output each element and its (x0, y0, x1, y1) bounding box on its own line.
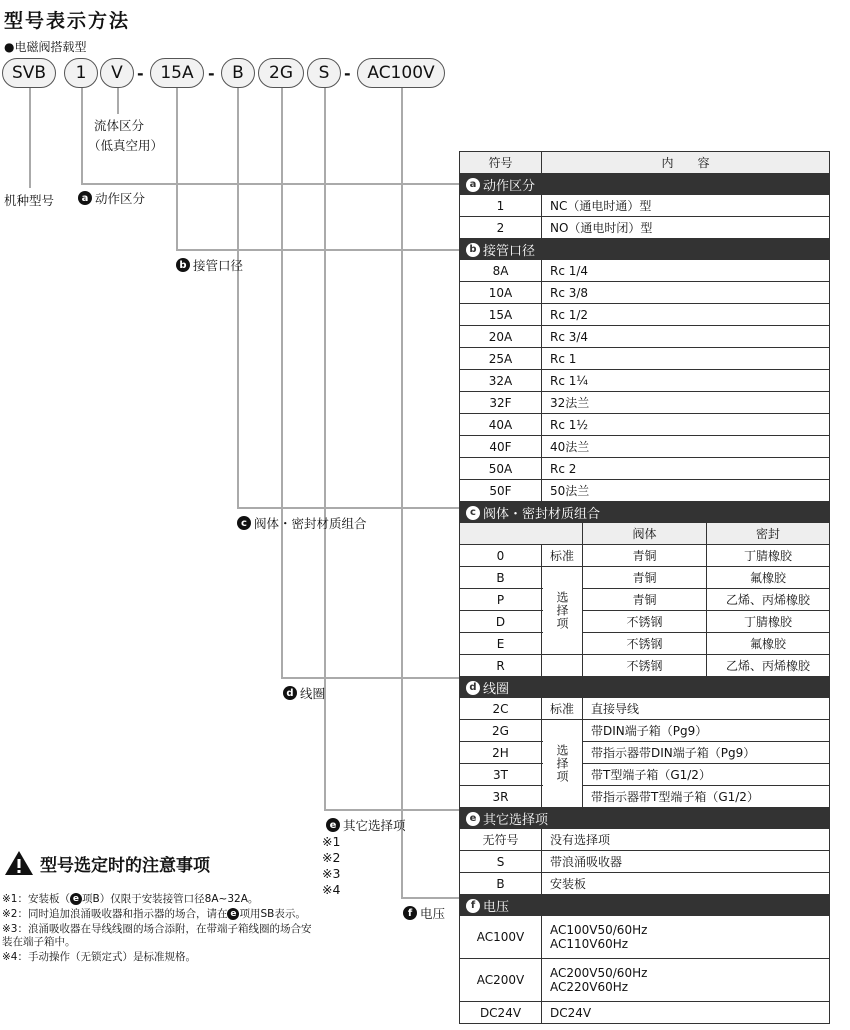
row-code: 2 (460, 217, 542, 238)
f-icon: f (466, 899, 480, 913)
row-code: 2G (460, 720, 542, 741)
row-code: DC24V (460, 1002, 542, 1023)
row-content: Rc 1½ (550, 417, 589, 432)
table-row (460, 567, 829, 589)
e-icon: e (326, 818, 340, 832)
table-row (460, 851, 829, 873)
spec-table (459, 151, 830, 1024)
label-f: f 电压 (403, 904, 445, 922)
table-row (460, 392, 829, 414)
col-body: 阀体 (583, 523, 707, 544)
caution-heading (4, 850, 210, 876)
row-body: 不锈钢 (583, 611, 707, 632)
model-part-coil: 2G (258, 58, 304, 88)
col-seal: 密封 (755, 527, 780, 541)
subtitle: ●电磁阀搭载型 (4, 40, 87, 54)
row-seal: 氟橡胶 (749, 637, 786, 651)
guide-line (81, 88, 83, 184)
voltage-line: AC220V60Hz (550, 980, 629, 994)
guide-line (117, 88, 119, 114)
row-content: 直接导线 (591, 702, 640, 716)
row-content: 带T型端子箱（G1/2） (591, 768, 711, 782)
row-content: Rc 3/4 (550, 329, 589, 344)
d-icon: d (466, 681, 480, 695)
row-code: D (460, 611, 542, 632)
row-body: 不锈钢 (583, 655, 707, 676)
selection-label: 选择项 (543, 720, 583, 807)
label-a: a 动作区分 (78, 189, 145, 207)
voltage-line: AC110V60Hz (550, 937, 629, 951)
d-icon: d (283, 686, 297, 700)
row-content: 带指示器带T型端子箱（G1/2） (591, 790, 759, 804)
row-content: Rc 1/4 (550, 263, 589, 278)
row-code: 50F (460, 480, 542, 501)
section-c-subhead (460, 523, 829, 545)
row-seal: 乙烯、丙烯橡胶 (725, 659, 810, 673)
fluid-label-sub: （低真空用） (88, 138, 164, 153)
row-code: 32A (460, 370, 542, 391)
table-row (460, 720, 829, 742)
c-icon: c (466, 506, 480, 520)
row-code: 25A (460, 348, 542, 369)
c-icon: c (237, 516, 251, 530)
note-4: ※4：手动操作（无锁定式）是标准规格。 (2, 951, 196, 963)
a-icon: a (466, 178, 480, 192)
table-row (460, 764, 829, 786)
row-code: 3T (460, 764, 542, 785)
label-e: e 其它选择项 (326, 816, 406, 834)
guide-line (29, 88, 31, 188)
row-content: NC（通电时通）型 (550, 199, 652, 213)
head-content: 内 容 (661, 156, 710, 170)
row-content (542, 1002, 829, 1023)
note-2: ※2：同时追加浪涌吸收器和指示器的场合，请在 e 项用SB表示。 (2, 908, 306, 920)
table-row (460, 458, 829, 480)
table-row (460, 742, 829, 764)
section-c-header: c 阀体・密封材质组合 (460, 502, 829, 523)
guide-line (237, 88, 239, 508)
e-icon: e (227, 908, 239, 920)
row-content (542, 959, 829, 1001)
voltage-line: DC24V (550, 1005, 592, 1020)
table-row (460, 480, 829, 502)
warning-icon (4, 850, 34, 876)
row-code: S (460, 851, 542, 872)
row-content: 50法兰 (550, 484, 590, 498)
separator: - (208, 64, 215, 83)
table-row (460, 786, 829, 808)
row-code: AC100V (460, 916, 542, 958)
page-title: 型号表示方法 (4, 10, 131, 32)
row-code: 32F (460, 392, 542, 413)
table-head-row (460, 152, 829, 174)
label-d: d 线圈 (283, 684, 325, 702)
model-part-series: SVB (2, 58, 56, 88)
row-code: 20A (460, 326, 542, 347)
table-row (460, 829, 829, 851)
head-code: 符号 (460, 152, 542, 173)
table-row (460, 436, 829, 458)
row-code: B (460, 567, 542, 588)
guide-line (237, 507, 459, 509)
a-icon: a (78, 191, 92, 205)
table-row (460, 282, 829, 304)
section-a-header: a 动作区分 (460, 174, 829, 195)
row-seal: 丁腈橡胶 (743, 615, 792, 629)
section-b-header: b 接管口径 (460, 239, 829, 260)
caution-title: 型号选定时的注意事项 (40, 855, 210, 876)
row-content: 带浪涌吸收器 (550, 855, 623, 869)
row-content: 32法兰 (550, 396, 590, 410)
guide-line (324, 809, 459, 811)
row-group-cell (542, 655, 583, 676)
option-mark: ※3 (322, 866, 341, 881)
table-row (460, 959, 829, 1002)
guide-line (176, 249, 459, 251)
row-code: 3R (460, 786, 542, 807)
row-body: 青铜 (583, 545, 707, 566)
row-code: 2C (460, 698, 542, 719)
model-part-voltage: AC100V (357, 58, 445, 88)
voltage-line: AC200V50/60Hz (550, 966, 648, 980)
table-row (460, 217, 829, 239)
option-mark: ※4 (322, 882, 341, 897)
guide-line (401, 897, 459, 899)
row-code: 无符号 (460, 829, 542, 850)
table-row (460, 326, 829, 348)
row-code: AC200V (460, 959, 542, 1001)
notes (2, 893, 320, 964)
table-row (460, 589, 829, 611)
note-3: ※3：浪涌吸收器在导线线圈的场合添附，在带端子箱线圈的场合安装在端子箱中。 (2, 923, 312, 948)
table-row (460, 304, 829, 326)
row-content: NO（通电时闭）型 (550, 221, 653, 235)
table-row (460, 348, 829, 370)
section-d-header: d 线圈 (460, 677, 829, 698)
f-icon: f (403, 906, 417, 920)
row-code: 40F (460, 436, 542, 457)
b-icon: b (176, 258, 190, 272)
row-seal: 丁腈橡胶 (743, 549, 792, 563)
note-1: ※1：安装板（ e 项B）仅限于安装接管口径8A~32A。 (2, 893, 259, 905)
selection-label: 选择项 (543, 567, 583, 654)
row-content: Rc 1¼ (550, 373, 589, 388)
model-part-fluid: V (100, 58, 134, 88)
model-type-label: 机种型号 (4, 193, 55, 208)
row-content (542, 916, 829, 958)
label-c: c 阀体・密封材质组合 (237, 514, 367, 532)
table-row (460, 370, 829, 392)
table-row (460, 916, 829, 959)
row-code: 10A (460, 282, 542, 303)
table-row (460, 873, 829, 895)
section-e-header: e 其它选择项 (460, 808, 829, 829)
separator: - (137, 64, 144, 83)
b-icon: b (466, 243, 480, 257)
table-row (460, 611, 829, 633)
row-code: 50A (460, 458, 542, 479)
row-content: 带DIN端子箱（Pg9） (591, 724, 708, 738)
row-code: 40A (460, 414, 542, 435)
row-code: 1 (460, 195, 542, 216)
row-code: P (460, 589, 542, 610)
row-group-cell: 标准 (542, 698, 583, 719)
table-row (460, 260, 829, 282)
row-content: 40法兰 (550, 440, 590, 454)
option-mark: ※1 (322, 834, 341, 849)
row-seal: 乙烯、丙烯橡胶 (725, 593, 810, 607)
guide-line (281, 677, 459, 679)
row-content: 安装板 (550, 877, 587, 891)
model-part-option: S (307, 58, 341, 88)
fluid-label: 流体区分 (94, 118, 145, 133)
row-content: 没有选择项 (550, 833, 611, 847)
row-code: R (460, 655, 542, 676)
model-part-action: 1 (64, 58, 98, 88)
e-icon: e (70, 893, 82, 905)
row-code: E (460, 633, 542, 654)
label-b: b 接管口径 (176, 256, 243, 274)
row-code: 15A (460, 304, 542, 325)
row-code: 0 (460, 545, 542, 566)
row-content: Rc 3/8 (550, 285, 589, 300)
model-part-port: 15A (150, 58, 204, 88)
table-row (460, 414, 829, 436)
row-group-cell: 标准 (542, 545, 583, 566)
row-content: Rc 2 (550, 461, 577, 476)
guide-line (176, 88, 178, 250)
table-row (460, 545, 829, 567)
section-f-header: f 电压 (460, 895, 829, 916)
row-body: 青铜 (583, 567, 707, 588)
separator: - (344, 64, 351, 83)
row-body: 青铜 (583, 589, 707, 610)
table-row (460, 698, 829, 720)
row-content: Rc 1/2 (550, 307, 589, 322)
guide-line (281, 88, 283, 678)
e-icon: e (466, 812, 480, 826)
table-row (460, 1002, 829, 1024)
table-row (460, 633, 829, 655)
option-mark: ※2 (322, 850, 341, 865)
row-code: 2H (460, 742, 542, 763)
row-content: Rc 1 (550, 351, 577, 366)
table-row (460, 195, 829, 217)
voltage-line: AC100V50/60Hz (550, 923, 648, 937)
row-content: 带指示器带DIN端子箱（Pg9） (591, 746, 756, 760)
row-code: B (460, 873, 542, 894)
row-body: 不锈钢 (583, 633, 707, 654)
table-row (460, 655, 829, 677)
row-seal: 氟橡胶 (749, 571, 786, 585)
guide-line (401, 88, 403, 898)
model-part-material: B (221, 58, 255, 88)
row-code: 8A (460, 260, 542, 281)
